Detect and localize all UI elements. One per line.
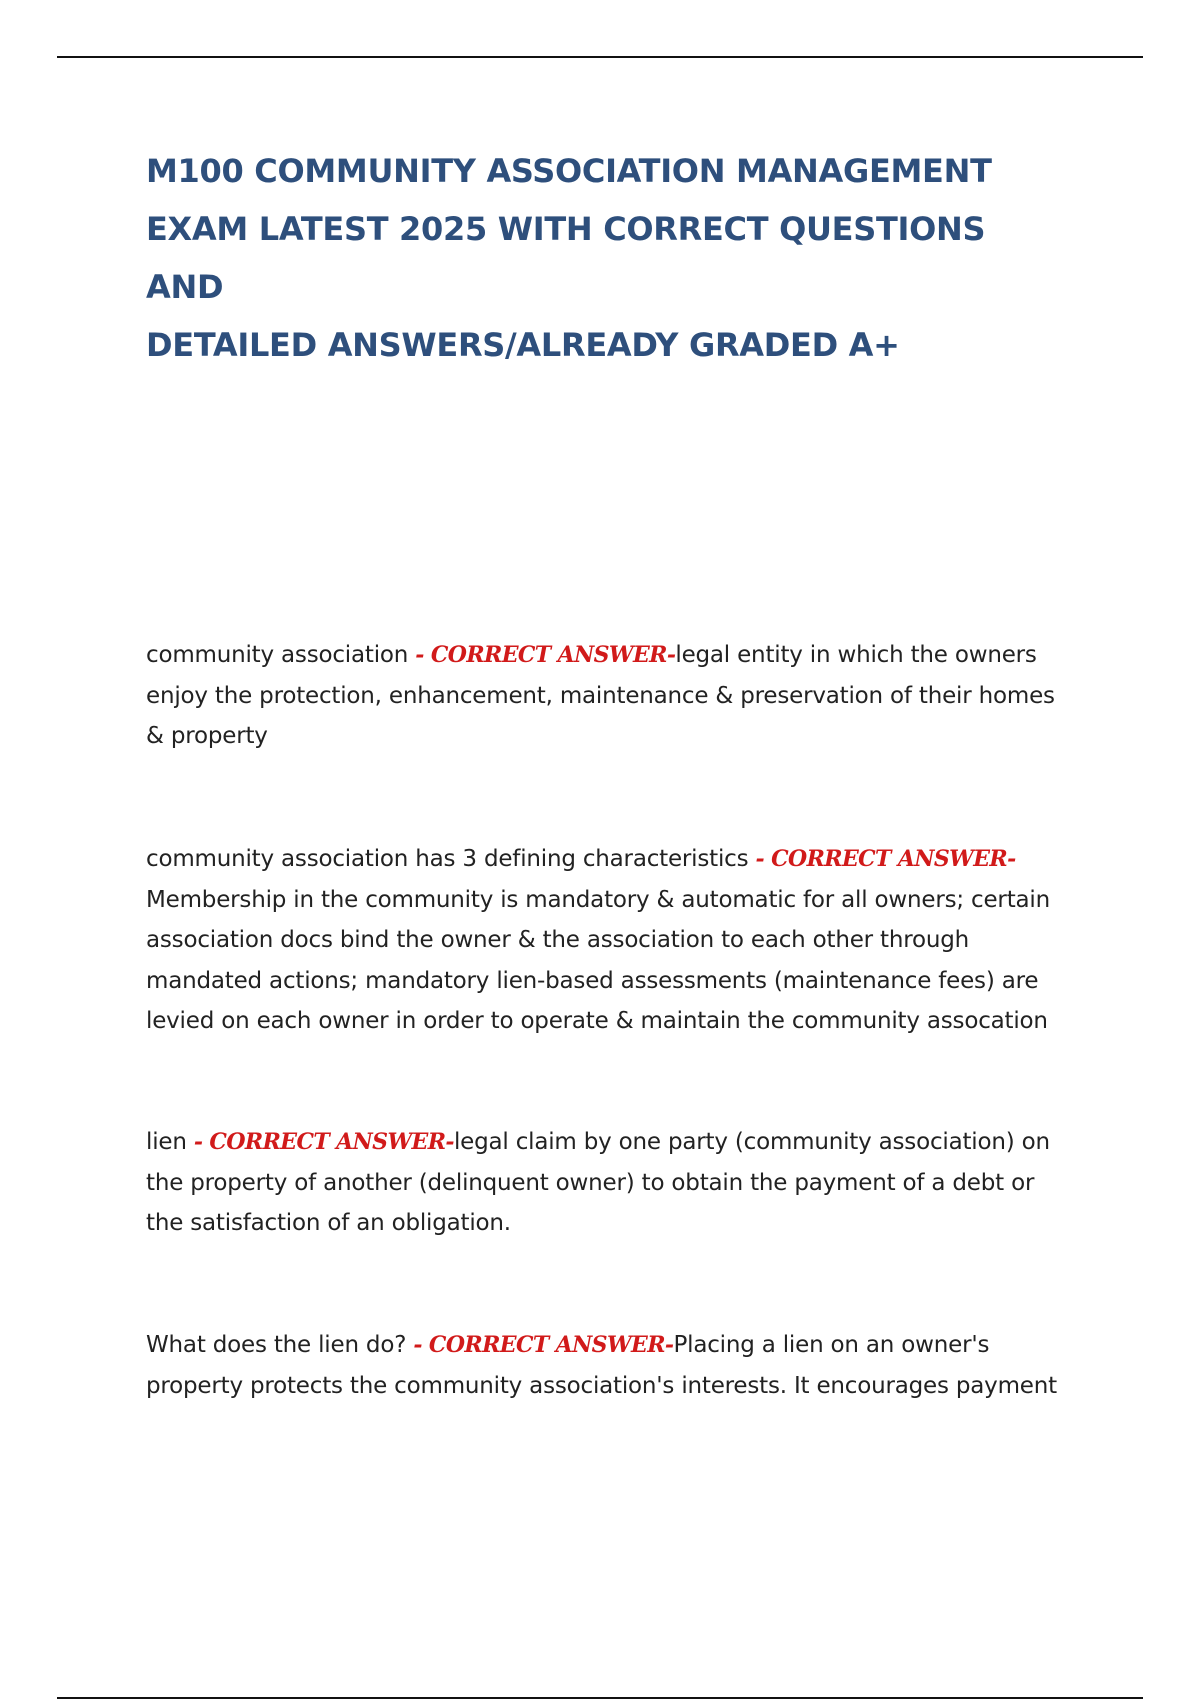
question-text: community association has 3 defining characteristics — [146, 846, 749, 872]
correct-answer-tag: - CORRECT ANSWER- — [413, 1332, 674, 1358]
answer-line: the property of another (delinquent owner) to obtain the payment of a debt or — [146, 1169, 1035, 1196]
answer-line: Membership in the community is mandatory & automatic for all owners; certain — [146, 886, 1050, 913]
answer-line: property protects the community association's interests. It encourages payment — [146, 1372, 1057, 1399]
header-rule — [57, 56, 1143, 58]
answer-line: the satisfaction of an obligation. — [146, 1210, 511, 1236]
question-text: What does the lien do? — [146, 1332, 407, 1358]
qa-entry — [146, 1325, 1076, 1406]
correct-answer-tag: - CORRECT ANSWER- — [415, 642, 676, 668]
question-text: lien — [146, 1129, 187, 1155]
answer-line: levied on each owner in order to operate & maintain the community assocation — [146, 1008, 1048, 1034]
answer-line: association docs bind the owner & the association to each other through — [146, 927, 970, 953]
qa-first-line — [146, 839, 1076, 880]
document-title — [146, 142, 1066, 374]
title-line-3: DETAILED ANSWERS/ALREADY GRADED A+ — [146, 326, 900, 364]
answer-text: Placing a lien on an owner's — [673, 1332, 990, 1358]
answer-text: legal entity in which the owners — [675, 642, 1037, 668]
answer-line: & property — [146, 723, 268, 749]
question-text: community association — [146, 642, 409, 668]
qa-entry — [146, 839, 1076, 1042]
answer-text: legal claim by one party (community association) on — [453, 1129, 1050, 1155]
title-line-1: M100 COMMUNITY ASSOCIATION MANAGEMENT — [146, 152, 992, 190]
qa-first-line — [146, 635, 1076, 676]
qa-first-line — [146, 1122, 1076, 1163]
correct-answer-tag: - CORRECT ANSWER- — [755, 846, 1016, 872]
answer-line: mandated actions; mandatory lien-based assessments (maintenance fees) are — [146, 967, 1039, 994]
footer-rule — [57, 1697, 1143, 1699]
answer-line: enjoy the protection, enhancement, maintenance & preservation of their homes — [146, 682, 1055, 709]
correct-answer-tag: - CORRECT ANSWER- — [193, 1129, 454, 1155]
qa-first-line — [146, 1325, 1076, 1366]
qa-entry — [146, 635, 1076, 757]
qa-entry — [146, 1122, 1076, 1244]
title-line-2: EXAM LATEST 2025 WITH CORRECT QUESTIONS AND — [146, 210, 986, 306]
